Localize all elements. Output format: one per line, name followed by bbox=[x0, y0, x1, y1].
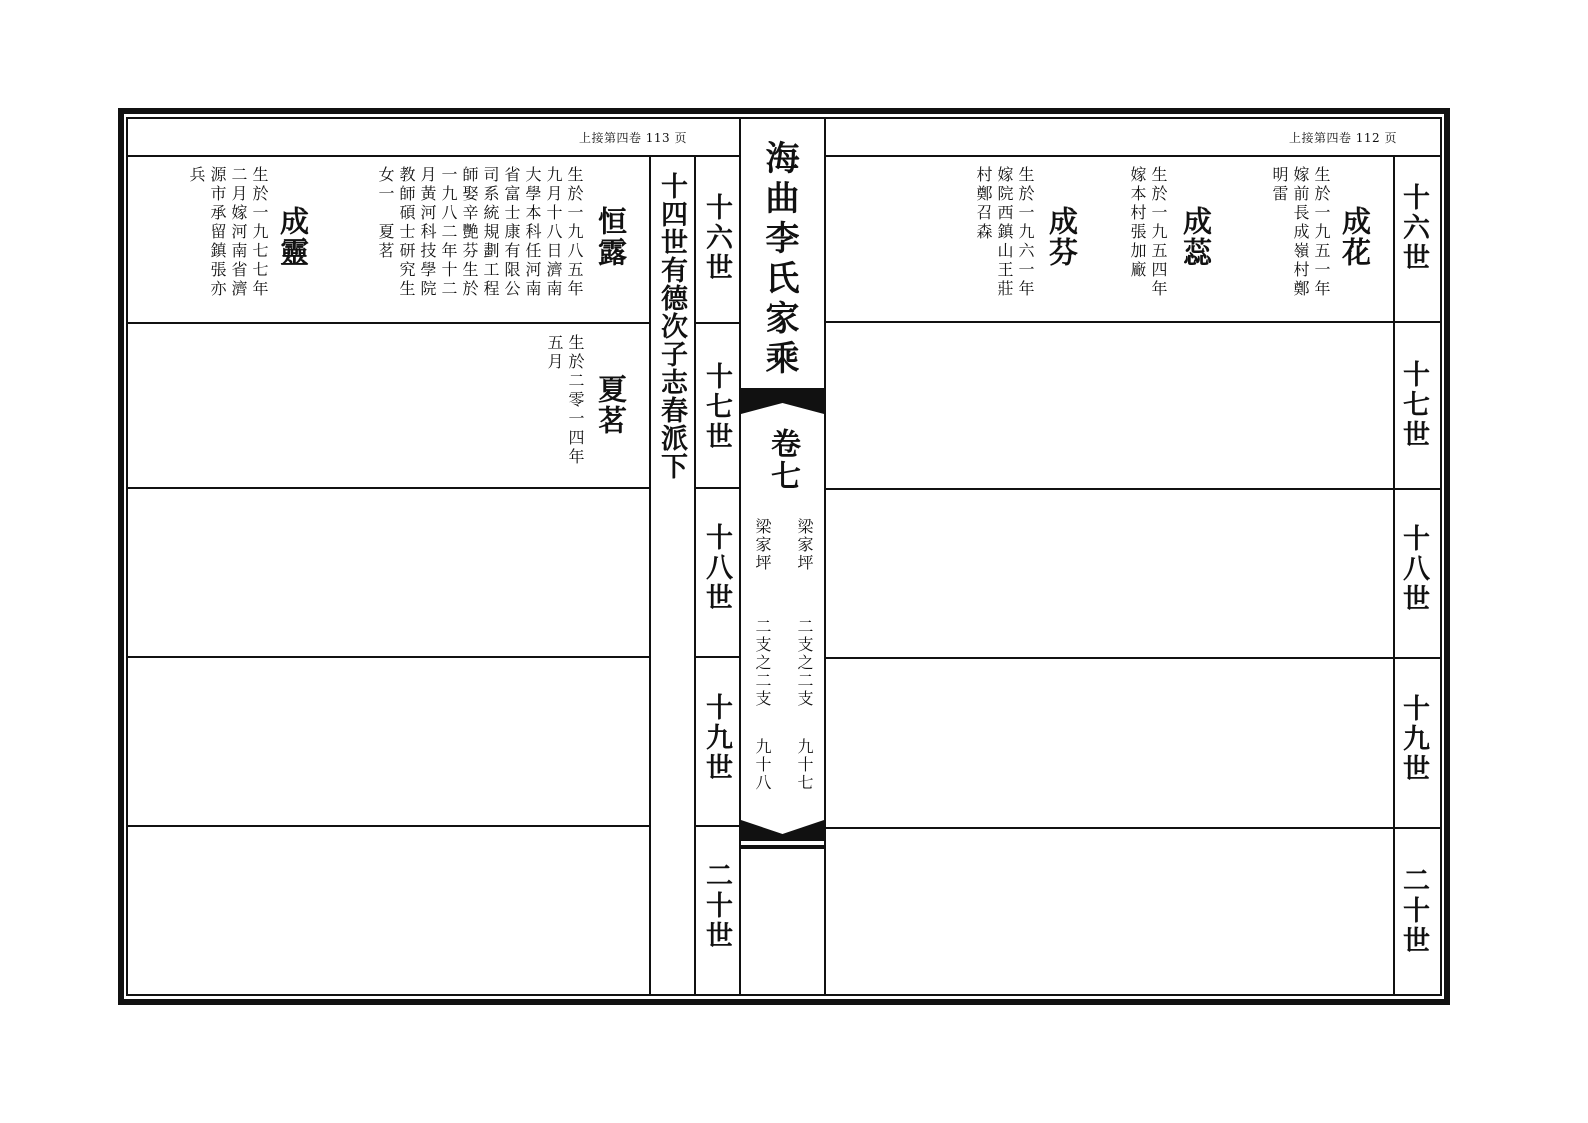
right-gen-20: 二十世 bbox=[1398, 866, 1429, 956]
right-row-line-4 bbox=[826, 827, 1440, 829]
right-row-line-3 bbox=[826, 657, 1440, 659]
left-gen-sep-4 bbox=[696, 825, 740, 827]
spine-place-2: 梁家坪 bbox=[753, 518, 772, 572]
spine-branch-2: 二支之二支 bbox=[753, 618, 772, 708]
entry-name-chengling: 成靈 bbox=[276, 206, 310, 268]
entry-name-chenghua: 成花 bbox=[1338, 206, 1372, 268]
entry-bio-xiaming: 生於二零一四年 五月 bbox=[545, 334, 585, 467]
left-row-line-1 bbox=[128, 322, 650, 324]
right-gen-16: 十六世 bbox=[1398, 183, 1429, 273]
right-row-line-2 bbox=[826, 488, 1440, 490]
entry-bio-chengling: 生於一九七七年 二月嫁河南省濟 源市承留鎮張亦 兵 bbox=[187, 166, 269, 299]
entry-name-xiaming: 夏茗 bbox=[594, 374, 628, 436]
entry-bio-chengrui: 生於一九五四年 嫁本村張加廠 bbox=[1128, 166, 1168, 299]
left-gen-20: 二十世 bbox=[701, 861, 732, 951]
entry-name-chengfen: 成芬 bbox=[1045, 206, 1079, 268]
left-gen-18: 十八世 bbox=[701, 523, 732, 613]
left-branch-line bbox=[649, 155, 651, 994]
book-title: 海曲李氏家乘 bbox=[759, 140, 799, 380]
entry-bio-chenghua: 生於一九五一年 嫁前長成嶺村鄭 明雷 bbox=[1270, 166, 1331, 299]
right-gen-19: 十九世 bbox=[1398, 694, 1429, 784]
spine-right-line bbox=[824, 119, 826, 994]
entry-bio-chengfen: 生於一九六一年 嫁院西鎮山王莊 村鄭召森 bbox=[974, 166, 1035, 299]
left-gen-sep-1 bbox=[696, 322, 740, 324]
left-gen-16: 十六世 bbox=[701, 193, 732, 283]
branch-label: 十四世有德次子志春派下 bbox=[656, 172, 687, 480]
entry-name-chengrui: 成蕊 bbox=[1179, 206, 1213, 268]
entry-name-henglu: 恒露 bbox=[594, 206, 628, 268]
right-gen-line bbox=[1393, 155, 1395, 994]
right-page-ref: 上接第四卷 112 页 bbox=[1288, 131, 1397, 145]
left-row-line-3 bbox=[128, 656, 650, 658]
spine-place-1: 梁家坪 bbox=[795, 518, 814, 572]
right-gen-17: 十七世 bbox=[1398, 360, 1429, 450]
left-gen-19: 十九世 bbox=[701, 693, 732, 783]
left-gen-sep-2 bbox=[696, 487, 740, 489]
right-row-line-1 bbox=[826, 321, 1440, 323]
left-row-line-2 bbox=[128, 487, 650, 489]
right-gen-18: 十八世 bbox=[1398, 524, 1429, 614]
right-header-line bbox=[826, 155, 1440, 157]
spine-branch-1: 二支之二支 bbox=[795, 618, 814, 708]
left-gen-line bbox=[694, 155, 696, 994]
volume-label: 卷七 bbox=[765, 428, 800, 492]
entry-bio-henglu: 生於一九八五年 九月十八日濟南 大學本科任河南 省富士康有限公 司系統規劃工程 師娶辛艷芬生於 一九八二年十二 月黃河科技學院 教師碩士研究生 女一 夏茗 bbox=[376, 166, 584, 299]
left-gen-sep-3 bbox=[696, 656, 740, 658]
spine-page-2: 九十八 bbox=[753, 738, 772, 792]
left-gen-17: 十七世 bbox=[701, 362, 732, 452]
spine-page-1: 九十七 bbox=[795, 738, 814, 792]
left-row-line-4 bbox=[128, 825, 650, 827]
left-page-ref: 上接第四卷 113 页 bbox=[578, 131, 687, 145]
